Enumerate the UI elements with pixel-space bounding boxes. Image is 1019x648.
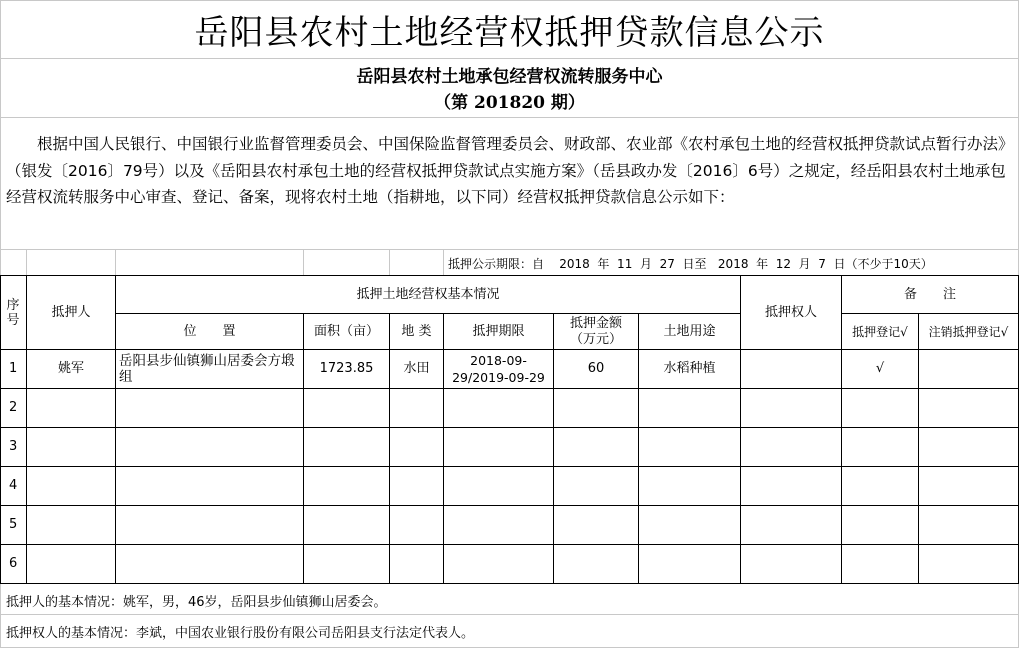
row-reg: [842, 389, 918, 427]
row-seq: 4: [9, 478, 18, 493]
row-location: [116, 545, 303, 583]
row-cancel-reg: [919, 428, 1018, 466]
row-seq: 3: [9, 439, 18, 454]
row-reg: [842, 545, 918, 583]
header-cancel-reg: 注销抵押登记√: [928, 324, 1009, 339]
row-usage: [639, 506, 740, 544]
row-mortgagor: [27, 506, 115, 544]
row-land-type: [390, 506, 443, 544]
row-land-type: [390, 428, 443, 466]
row-land-type: 水田: [403, 361, 430, 376]
row-location: [116, 389, 303, 427]
row-location: [116, 467, 303, 505]
row-mortgagee: [741, 506, 841, 544]
row-seq: 6: [9, 556, 18, 571]
divider: [443, 249, 444, 275]
row-mortgagor: [27, 428, 115, 466]
row-area: [304, 506, 389, 544]
row-amount: 60: [587, 361, 605, 376]
divider: [0, 249, 1019, 250]
divider: [303, 249, 304, 275]
header-mortgagor: 抵押人: [51, 304, 91, 320]
divider: [389, 249, 390, 275]
row-mortgagee: [741, 350, 841, 388]
row-area: [304, 545, 389, 583]
row-term: [444, 428, 553, 466]
header-amount: 抵押金额（万元）: [569, 315, 622, 347]
mortgagee-info: 抵押权人的基本情况：李斌，中国农业银行股份有限公司岳阳县支行法定代表人。: [6, 625, 475, 641]
row-cancel-reg: [919, 389, 1018, 427]
header-usage: 土地用途: [663, 323, 716, 339]
row-mortgagee: [741, 428, 841, 466]
row-mortgagor: [27, 467, 115, 505]
row-location: [116, 506, 303, 544]
divider: [0, 58, 1019, 59]
page-title: 岳阳县农村土地经营权抵押贷款信息公示: [194, 12, 825, 53]
row-term: [444, 545, 553, 583]
divider: [0, 614, 1019, 615]
row-mortgagor: [27, 545, 115, 583]
row-mortgagee: [741, 389, 841, 427]
header-mortgagee: 抵押权人: [764, 304, 817, 320]
row-amount: [554, 545, 638, 583]
row-area: [304, 467, 389, 505]
row-reg: [842, 467, 918, 505]
row-mortgagee: [741, 467, 841, 505]
row-cancel-reg: [919, 506, 1018, 544]
header-seq: 序号: [6, 297, 20, 328]
row-term: 2018-09-29/2019-09-29: [452, 353, 545, 385]
mortgagor-info: 抵押人的基本情况：姚军，男，46岁，岳阳县步仙镇狮山居委会。: [6, 594, 387, 610]
row-reg: √: [875, 361, 885, 376]
row-cancel-reg: [919, 350, 1018, 388]
row-land-type: [390, 467, 443, 505]
row-land-type: [390, 545, 443, 583]
row-term: [444, 467, 553, 505]
row-usage: [639, 389, 740, 427]
row-usage: [639, 467, 740, 505]
header-land-type: 地 类: [401, 323, 432, 339]
row-reg: [842, 506, 918, 544]
row-land-type: [390, 389, 443, 427]
header-location: 位 置: [183, 323, 236, 339]
row-reg: [842, 428, 918, 466]
row-area: 1723.85: [319, 361, 374, 376]
divider: [115, 249, 116, 275]
row-amount: [554, 389, 638, 427]
header-term: 抵押期限: [472, 323, 525, 339]
row-term: [444, 506, 553, 544]
row-seq: 5: [9, 517, 18, 532]
header-reg: 抵押登记√: [852, 324, 908, 339]
row-usage: [639, 428, 740, 466]
row-seq: 1: [9, 361, 18, 376]
subtitle: 岳阳县农村土地承包经营权流转服务中心: [356, 66, 663, 87]
header-remarks: 备 注: [903, 286, 956, 302]
row-amount: [554, 467, 638, 505]
divider: [26, 249, 27, 275]
intro-paragraph: 根据中国人民银行、中国银行业监督管理委员会、中国保险监督管理委员会、财政部、农业部《农村承包土地的经营权抵押贷款试点暂行办法》（银发〔2016〕79号）以及《岳阳县农村承包土地的经营权抵押贷款试点实施方案》（岳县政办发〔2016〕6号）之规定，经岳阳县农村土地承包经营权流转服务中心审查、登记、备案，现将农村土地（指耕地，以下同）经营权抵押贷款信息公示如下：: [6, 135, 1014, 206]
table-border: [0, 583, 1019, 584]
row-mortgagee: [741, 545, 841, 583]
row-usage: [639, 545, 740, 583]
row-seq: 2: [9, 400, 18, 415]
row-location: [116, 428, 303, 466]
row-cancel-reg: [919, 545, 1018, 583]
issue-period: （第 201820 期）: [434, 92, 585, 113]
row-amount: [554, 506, 638, 544]
divider: [0, 117, 1019, 118]
row-cancel-reg: [919, 467, 1018, 505]
row-area: [304, 389, 389, 427]
row-usage: 水稻种植: [663, 361, 716, 376]
row-amount: [554, 428, 638, 466]
row-term: [444, 389, 553, 427]
header-area: 面积（亩）: [313, 323, 379, 339]
row-location: 岳阳县步仙镇狮山居委会方塅组: [119, 353, 295, 385]
row-mortgagor: 姚军: [57, 361, 84, 376]
row-area: [304, 428, 389, 466]
notice-period: 抵押公示期限：自 2018 年 11 月 27 日至 2018 年 12 月 7 日（不少于10天）: [448, 256, 933, 271]
header-basic-info: 抵押土地经营权基本情况: [356, 286, 500, 302]
row-mortgagor: [27, 389, 115, 427]
